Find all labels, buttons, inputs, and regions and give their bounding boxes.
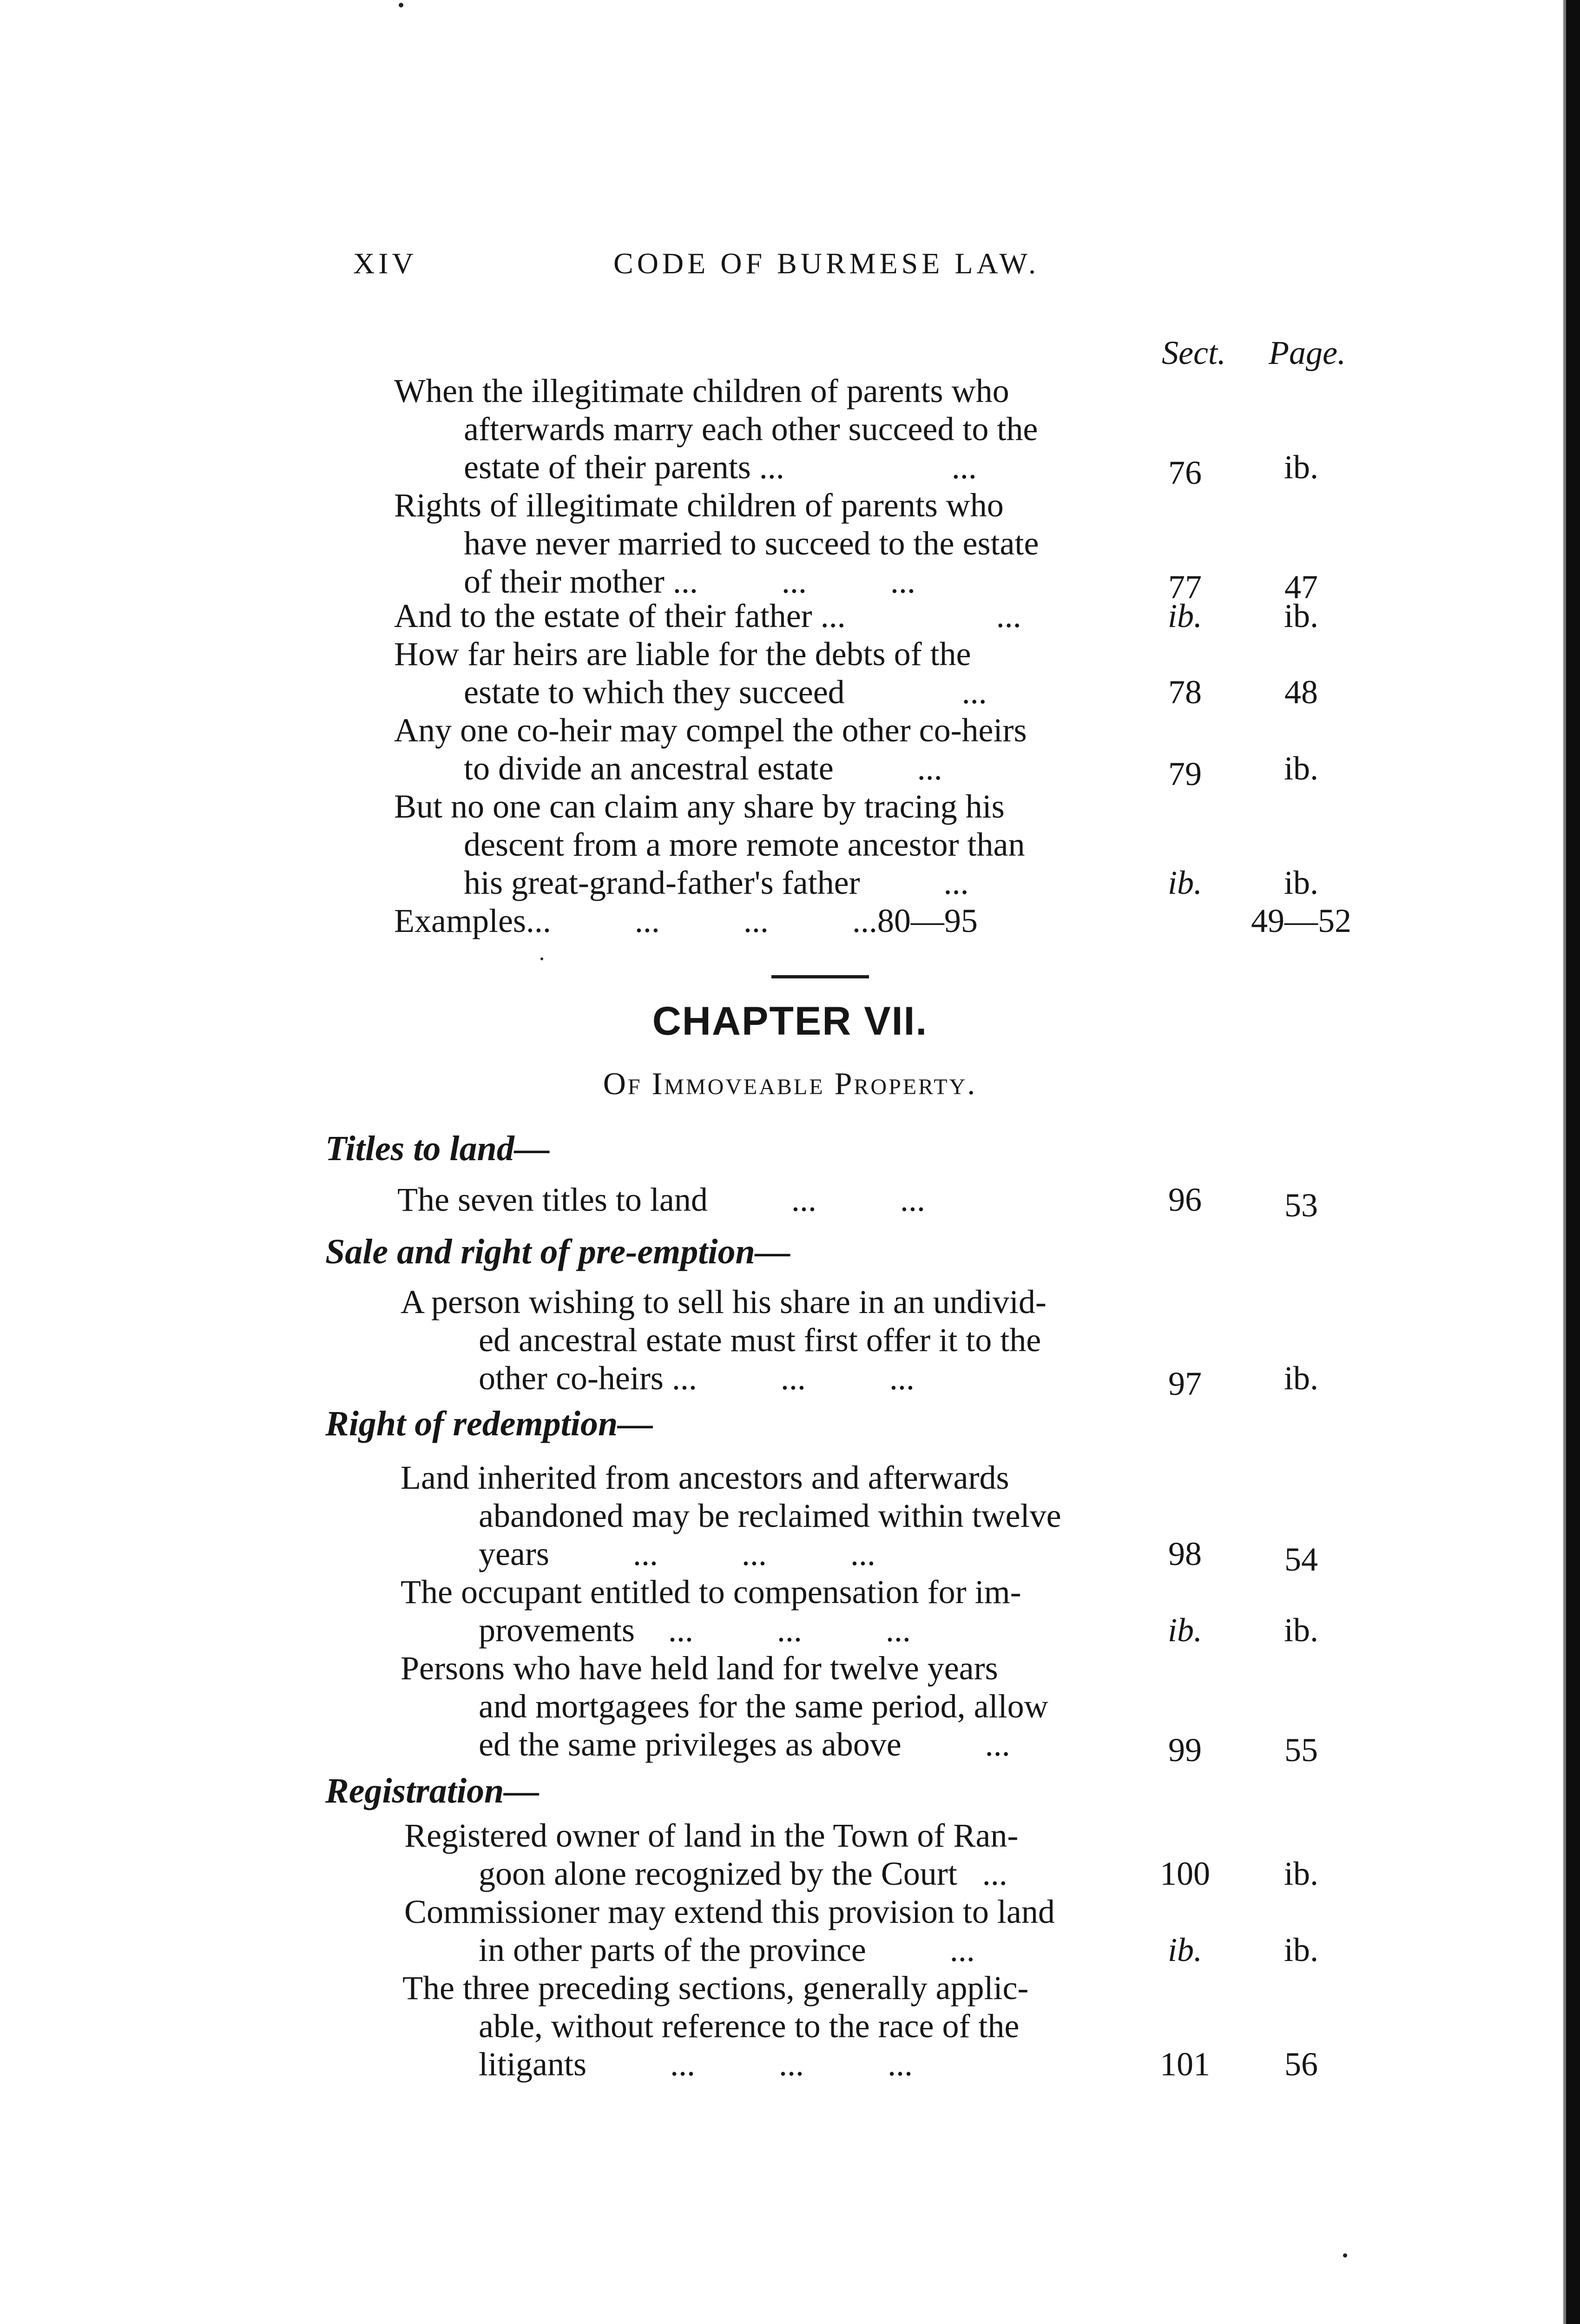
entry-line: other co-heirs ... ... ... bbox=[479, 1360, 915, 1397]
entry-line: able, without reference to the race of the bbox=[479, 2007, 1020, 2045]
entry-line: The seven titles to land ... ... bbox=[397, 1181, 925, 1218]
entry-line: Rights of illegitimate children of parents who bbox=[394, 487, 1004, 524]
entry-line: Any one co-heir may compel the other co-heirs bbox=[394, 712, 1027, 749]
entry-line: goon alone recognized by the Court ... bbox=[479, 1855, 1007, 1892]
entry-page: ib. bbox=[1284, 1611, 1318, 1649]
entry-page: 56 bbox=[1284, 2046, 1318, 2083]
entry-line: in other parts of the province ... bbox=[479, 1931, 975, 1968]
entry-page: ib. bbox=[1284, 1855, 1318, 1892]
entry-line: Registered owner of land in the Town of Ran- bbox=[404, 1817, 1019, 1854]
entry-page: ib. bbox=[1284, 1931, 1318, 1968]
entry-line: estate of their parents ... ... bbox=[464, 449, 977, 486]
entry-line: Land inherited from ancestors and afterwards bbox=[401, 1459, 1009, 1496]
entry-line: And to the estate of their father ... ... bbox=[394, 597, 1021, 634]
entry-line: Persons who have held land for twelve years bbox=[401, 1650, 998, 1687]
entry-line: ed the same privileges as above ... bbox=[479, 1726, 1010, 1763]
entry-sect: ib. bbox=[1167, 1611, 1202, 1649]
entry-page: 48 bbox=[1284, 673, 1318, 711]
running-header bbox=[0, 246, 1580, 288]
entry-sect: 100 bbox=[1160, 1855, 1210, 1892]
entry-line: Examples... ... ... ...80—95 bbox=[394, 902, 978, 939]
section-divider bbox=[771, 975, 869, 978]
entry-line: When the illegitimate children of parents who bbox=[394, 372, 1009, 409]
entry-sect: 101 bbox=[1160, 2046, 1210, 2083]
chapter-title: CHAPTER VII. bbox=[652, 999, 928, 1043]
running-title: CODE OF BURMESE LAW. bbox=[613, 247, 1040, 280]
entry-sect: 76 bbox=[1168, 454, 1202, 491]
entry-sect: 98 bbox=[1168, 1535, 1202, 1572]
chapter-subtitle: Of Immoveable Property. bbox=[603, 1066, 977, 1101]
column-header-sect: Sect. bbox=[1162, 334, 1226, 371]
column-header-page: Page. bbox=[1269, 334, 1346, 371]
entry-sect: ib. bbox=[1167, 1931, 1202, 1968]
entry-sect: 77 bbox=[1168, 568, 1202, 606]
entry-page: 55 bbox=[1284, 1731, 1318, 1769]
entry-sect: 78 bbox=[1168, 673, 1202, 711]
entry-page: 53 bbox=[1284, 1187, 1318, 1224]
entry-line: have never married to succeed to the estate bbox=[464, 525, 1039, 562]
entry-page: 54 bbox=[1284, 1541, 1318, 1578]
ink-speck bbox=[399, 3, 403, 7]
entry-page: ib. bbox=[1284, 597, 1318, 634]
entry-line: Commissioner may extend this provision to land bbox=[404, 1893, 1055, 1930]
entry-line: litigants ... ... ... bbox=[479, 2046, 913, 2083]
entry-line: and mortgagees for the same period, allow bbox=[479, 1688, 1048, 1725]
entry-line: But no one can claim any share by tracing his bbox=[394, 788, 1005, 825]
entry-sect: 97 bbox=[1168, 1365, 1202, 1402]
entry-line: provements ... ... ... bbox=[479, 1611, 911, 1649]
entry-line: to divide an ancestral estate ... bbox=[464, 750, 942, 787]
entry-line: of their mother ... ... ... bbox=[464, 563, 915, 600]
entry-sect: 79 bbox=[1168, 755, 1202, 792]
entry-line: descent from a more remote ancestor than bbox=[464, 826, 1025, 863]
entry-line: abandoned may be reclaimed within twelve bbox=[479, 1497, 1061, 1534]
page-number: XIV bbox=[353, 247, 417, 280]
entry-page: 49—52 bbox=[1251, 902, 1351, 939]
entry-line: estate to which they succeed ... bbox=[464, 673, 987, 711]
entry-line: A person wishing to sell his share in an undivid- bbox=[401, 1283, 1047, 1320]
entry-page: ib. bbox=[1284, 1360, 1318, 1397]
entry-line: his great-grand-father's father ... bbox=[464, 864, 969, 901]
entry-line: How far heirs are liable for the debts of the bbox=[394, 635, 971, 673]
section-heading: Titles to land— bbox=[325, 1129, 550, 1168]
entry-line: The occupant entitled to compensation for im- bbox=[401, 1573, 1021, 1611]
ink-speck bbox=[540, 957, 543, 960]
entry-line: ed ancestral estate must first offer it to the bbox=[479, 1321, 1041, 1359]
section-heading: Sale and right of pre-emption— bbox=[325, 1232, 790, 1271]
entry-sect: ib. bbox=[1167, 864, 1202, 901]
entry-page: 47 bbox=[1284, 568, 1318, 606]
entry-sect: 96 bbox=[1168, 1181, 1202, 1218]
entry-page: ib. bbox=[1284, 750, 1318, 787]
entry-page: ib. bbox=[1284, 864, 1318, 901]
entry-line: afterwards marry each other succeed to the bbox=[464, 410, 1038, 448]
entry-page: ib. bbox=[1284, 449, 1318, 486]
entry-sect: ib. bbox=[1167, 597, 1202, 634]
entry-line: The three preceding sections, generally applic- bbox=[402, 1969, 1029, 2007]
entry-sect: 99 bbox=[1168, 1731, 1202, 1769]
section-heading: Right of redemption— bbox=[325, 1404, 653, 1443]
entry-line: years ... ... ... bbox=[479, 1535, 876, 1572]
section-heading: Registration— bbox=[325, 1771, 540, 1810]
